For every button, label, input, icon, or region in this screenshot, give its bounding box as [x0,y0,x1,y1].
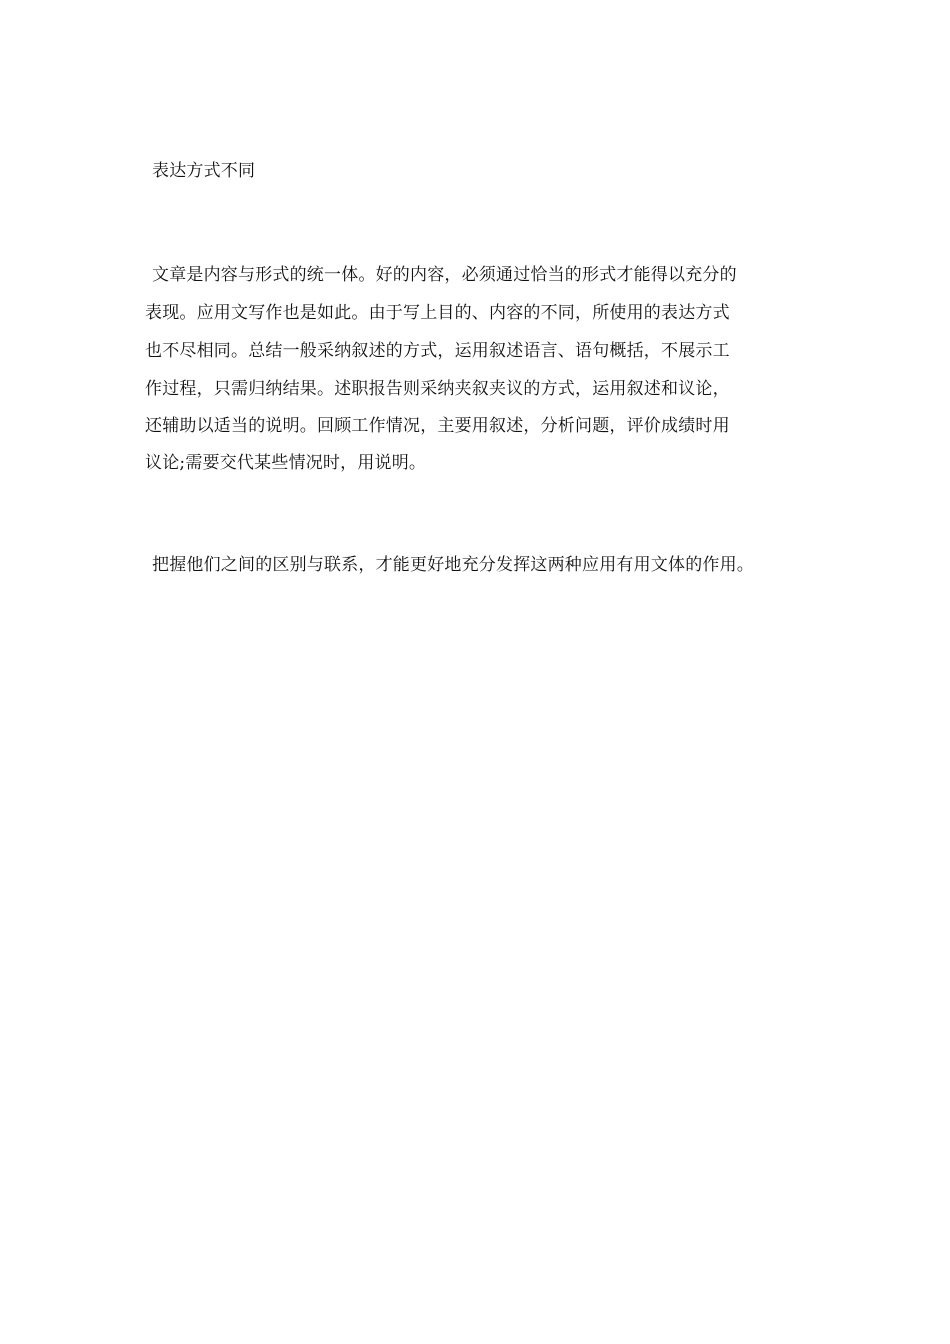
paragraph-line: 议论;需要交代某些情况时，用说明。 [145,453,427,473]
paragraph-line: 也不尽相同。总结一般采纳叙述的方式，运用叙述语言、语句概括，不展示工 [145,341,730,361]
paragraph-line: 表现。应用文写作也是如此。由于写上目的、内容的不同，所使用的表达方式 [145,303,730,323]
paragraph-line: 还辅助以适当的说明。回顾工作情况，主要用叙述，分析问题，评价成绩时用 [145,416,730,436]
paragraph-line: 作过程，只需归纳结果。述职报告则采纳夹叙夹议的方式，运用叙述和议论， [145,379,730,399]
paragraph-line: 把握他们之间的区别与联系，才能更好地充分发挥这两种应用有用文体的作用。 [152,555,754,575]
paragraph-line: 文章是内容与形式的统一体。好的内容，必须通过恰当的形式才能得以充分的 [152,265,737,285]
section-heading: 表达方式不同 [152,161,256,181]
